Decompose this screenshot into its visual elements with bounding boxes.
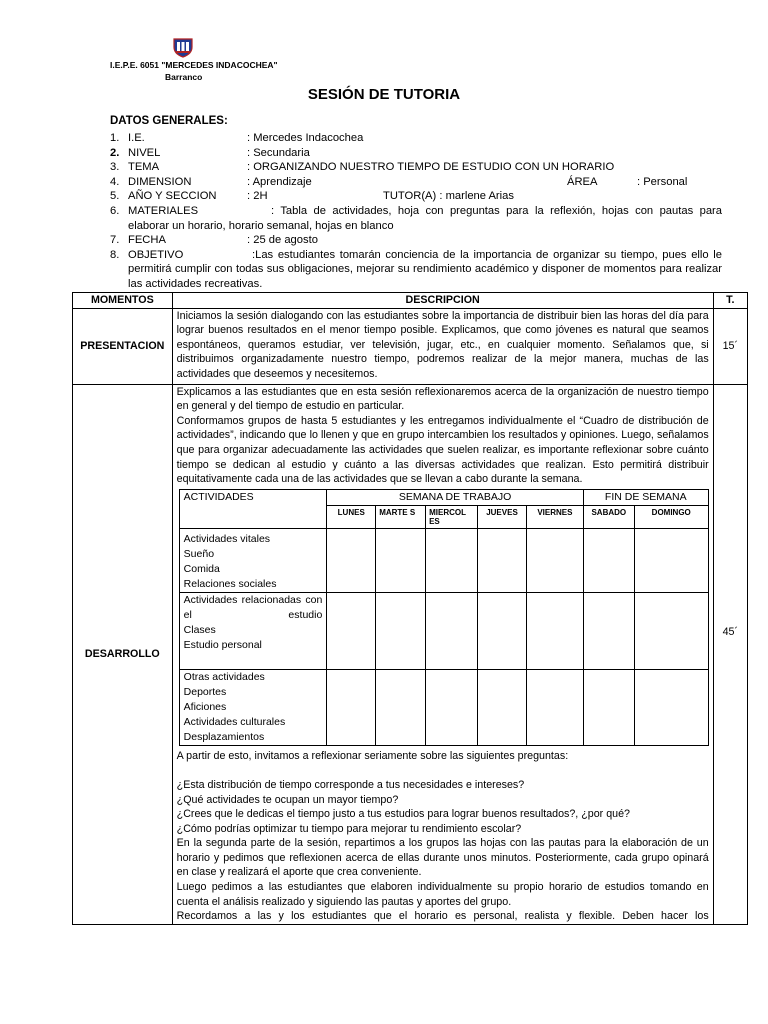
row-desarrollo bbox=[73, 384, 748, 924]
activity-group-label: Actividades relacionadas con el estudio Clases Estudio personal bbox=[179, 592, 327, 669]
activity-group-label: Otras actividades Deportes Aficiones Actividades culturales Desplazamientos bbox=[179, 669, 327, 745]
presentacion-time: 15´ bbox=[713, 308, 747, 384]
presentacion-text: Iniciamos la sesión dialogando con las estudiantes sobre la importancia de distribuir bien las horas del día para lograr buenos resultados en el menor tiempo posible. Explicamos, que como jóvenes es natural que seamos espontáneos, queramos estudiar, ver televisión, jugar, etc., en cualquier momento. Señalamos que, si distribuimos organizadamente nuestro tiempo, podremos realizar de la mejor manera, muchas de las actividades que deseemos y necesitemos. bbox=[172, 308, 713, 384]
moment-desarrollo: DESARROLLO bbox=[73, 384, 173, 924]
school-name: I.E.P.E. 6051 "MERCEDES INDACOCHEA" bbox=[110, 60, 278, 70]
general-item-fecha: 7. FECHA : 25 de agosto bbox=[110, 234, 318, 247]
activities-table bbox=[179, 489, 709, 746]
session-table-header bbox=[73, 293, 748, 309]
schedule-cell[interactable] bbox=[583, 592, 634, 669]
header-momentos: MOMENTOS bbox=[73, 293, 173, 309]
schedule-cell[interactable] bbox=[376, 592, 426, 669]
schedule-cell[interactable] bbox=[478, 669, 527, 745]
general-item-seccion: 5. AÑO Y SECCION : 2H TUTOR(A) : marlene Arias bbox=[110, 190, 514, 203]
desarrollo-content bbox=[172, 384, 713, 924]
semana-header: SEMANA DE TRABAJO bbox=[327, 489, 584, 505]
schedule-cell[interactable] bbox=[526, 528, 583, 592]
day-domingo: DOMINGO bbox=[634, 505, 708, 528]
header-descripcion: DESCRIPCION bbox=[172, 293, 713, 309]
day-jueves: JUEVES bbox=[478, 505, 527, 528]
desarrollo-paragraph-4: Luego pedimos a las estudiantes que elaboren individualmente su propio horario de estudios tomando en cuenta el análisis realizado y siguiendo las pautas y aportes del grupo. bbox=[176, 881, 709, 908]
desarrollo-time: 45´ bbox=[713, 384, 747, 924]
activities-header-row bbox=[179, 489, 708, 505]
general-item-nivel: 2. NIVEL : Secundaria bbox=[110, 146, 310, 159]
page-title: SESIÓN DE TUTORIA bbox=[307, 86, 461, 103]
schedule-cell[interactable] bbox=[327, 528, 376, 592]
day-miercoles: MIERCOL ES bbox=[426, 505, 478, 528]
schedule-cell[interactable] bbox=[478, 592, 527, 669]
general-item-ie: 1. I.E. : Mercedes Indacochea bbox=[110, 132, 364, 144]
general-item-objetivo: 8. OBJETIVO :Las estudiantes tomarán conciencia de la importancia de organizar su tiempo, pues ello le permitirá cumplir con todas sus obligaciones, mejorar su rendimiento académico y disponer de momentos para realizar las actividades recreativas. bbox=[110, 248, 722, 290]
schedule-cell[interactable] bbox=[327, 592, 376, 669]
general-data-heading: DATOS GENERALES: bbox=[110, 115, 228, 127]
desarrollo-intro: Explicamos a las estudiantes que en esta sesión reflexionaremos acerca de la organización de nuestro tiempo en general y del tiempo de estudio en particular. bbox=[176, 385, 709, 413]
schedule-cell[interactable] bbox=[376, 669, 426, 745]
question-2: ¿Qué actividades te ocupan un mayor tiempo? bbox=[176, 793, 399, 806]
fin-semana-header: FIN DE SEMANA bbox=[583, 489, 708, 505]
schedule-cell[interactable] bbox=[583, 528, 634, 592]
schedule-cell[interactable] bbox=[376, 528, 426, 592]
desarrollo-paragraph-2: Conformamos grupos de hasta 5 estudiantes y les entregamos individualmente el “Cuadro de distribución de actividades”, indicando que lo llenen y que en grupo intercambien los resultados y opiniones. Luego, señalamos que para organizar adecuadamente las actividades que suelen realizar, es importante reflexionar sobre cuánto tiempo se dedican al estudio y cuánto a las diversas actividades que realizan. Esto permitirá distribuir equitativamente cada una de las actividades que se llevan a cabo durante la semana. bbox=[176, 414, 709, 486]
general-item-materiales: 6. MATERIALES : Tabla de actividades, hoja con preguntas para la reflexión, hojas con pautas para elaborar un horario, horario semanal, hojas en blanco bbox=[110, 204, 722, 232]
activities-col-header: ACTIVIDADES bbox=[179, 489, 327, 528]
schedule-cell[interactable] bbox=[583, 669, 634, 745]
question-3: ¿Crees que le dedicas el tiempo justo a tus estudios para lograr buenos resultados?, ¿por qué? bbox=[176, 808, 630, 821]
schedule-cell[interactable] bbox=[478, 528, 527, 592]
header-tiempo: T. bbox=[713, 293, 747, 309]
activity-group-vitales bbox=[179, 528, 708, 592]
schedule-cell[interactable] bbox=[634, 592, 708, 669]
schedule-cell[interactable] bbox=[634, 528, 708, 592]
after-table-text: A partir de esto, invitamos a reflexionar seriamente sobre las siguientes preguntas: bbox=[176, 749, 569, 762]
general-item-tema: 3. TEMA : ORGANIZANDO NUESTRO TIEMPO DE ESTUDIO CON UN HORARIO bbox=[110, 161, 615, 174]
day-sabado: SABADO bbox=[583, 505, 634, 528]
schedule-cell[interactable] bbox=[526, 669, 583, 745]
desarrollo-paragraph-3: En la segunda parte de la sesión, repartimos a los grupos las hojas con las pautas para la elaboración de un horario y pedimos que reflexionen acerca de ellas durante unos minutos. Posteriormente, cada grupo opinará en clase y realizará el aporte que crea conveniente. bbox=[176, 837, 709, 879]
day-martes: MARTE S bbox=[376, 505, 426, 528]
school-crest-logo bbox=[172, 38, 194, 58]
area-value: : Personal bbox=[637, 175, 688, 188]
desarrollo-paragraph-5: Recordamos a las y los estudiantes que el horario es personal, realista y flexible. Deben hacer los bbox=[176, 910, 709, 923]
schedule-cell[interactable] bbox=[634, 669, 708, 745]
session-table bbox=[72, 292, 748, 925]
question-4: ¿Cómo podrías optimizar tu tiempo para mejorar tu rendimiento escolar? bbox=[176, 822, 522, 835]
schedule-cell[interactable] bbox=[426, 528, 478, 592]
area-label: ÁREA bbox=[567, 175, 598, 188]
day-lunes: LUNES bbox=[327, 505, 376, 528]
row-presentacion bbox=[73, 308, 748, 384]
activity-group-label: Actividades vitales Sueño Comida Relaciones sociales bbox=[179, 528, 327, 592]
activity-group-estudio bbox=[179, 592, 708, 669]
school-district: Barranco bbox=[165, 72, 203, 82]
moment-presentacion: PRESENTACION bbox=[73, 308, 173, 384]
schedule-cell[interactable] bbox=[426, 669, 478, 745]
day-viernes: VIERNES bbox=[526, 505, 583, 528]
schedule-cell[interactable] bbox=[327, 669, 376, 745]
schedule-cell[interactable] bbox=[426, 592, 478, 669]
general-data-list bbox=[110, 131, 722, 292]
tutor-text: TUTOR(A) : marlene Arias bbox=[383, 190, 514, 203]
activity-group-otras bbox=[179, 669, 708, 745]
question-1: ¿Esta distribución de tiempo corresponde a tus necesidades e intereses? bbox=[176, 778, 525, 791]
schedule-cell[interactable] bbox=[526, 592, 583, 669]
general-item-dimension: 4. DIMENSION : Aprendizaje ÁREA : Personal bbox=[110, 175, 688, 188]
